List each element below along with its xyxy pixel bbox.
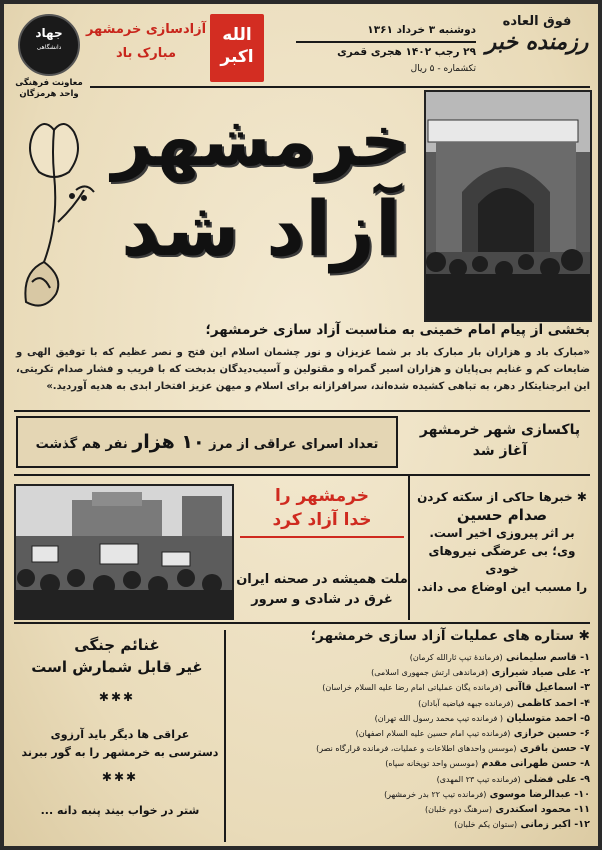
jihad-logo: [18, 14, 80, 76]
section-rule-2: [14, 474, 590, 476]
cleanup-line1: پاکسازی شهر خرمشهر: [419, 422, 581, 438]
cleanup-line2: آغاز شد: [472, 443, 528, 459]
stars-separator: ✱✱✱: [98, 690, 136, 704]
list-item: ۶- حسین خرازی (فرمانده تیپ امام حسین علیه السلام اصفهان): [355, 728, 590, 740]
liberation-slogan: [84, 18, 208, 66]
news-line5: را مسبب این اوضاع می داند.: [416, 580, 588, 594]
celebration-crowd-photo: [14, 484, 234, 620]
special-edition-label: فوق العاده: [502, 14, 572, 29]
logo-text: جهاد: [35, 26, 63, 40]
bottom-column-divider: [224, 630, 226, 842]
commanders-title: ✱ ستاره های عملیات آزاد سازی خرمشهر؛: [310, 628, 590, 644]
allahu-akbar-line2: اکبر: [220, 47, 254, 67]
news-line2: صدام حسین: [456, 506, 548, 524]
saddam-news: [412, 488, 592, 596]
list-item: ۵- احمد متوسلیان ( فرمانده تیپ محمد رسول الله تهران): [374, 712, 590, 724]
slogan-line2: مبارک باد: [116, 46, 176, 61]
allahu-akbar-badge: [210, 14, 264, 82]
spoils-line1: غنائم جنگی: [74, 636, 160, 654]
list-item: ۸- حسن طهرانی مقدم (موسس واحد توپخانه سپاه): [385, 758, 590, 770]
list-item: ۲- علی صیاد شیرازی (فرماندهی ارتش جمهوری اسلامی): [371, 667, 590, 679]
headline-line2: آزاد شد: [121, 184, 401, 273]
masthead: [482, 14, 592, 55]
slogan-line1: آزادسازی خرمشهر: [85, 22, 207, 37]
section-rule: [14, 410, 590, 412]
date-block: [296, 22, 476, 78]
column-divider: [408, 474, 410, 620]
list-item: ۴- احمد کاظمی (فرمانده جبهه فیاضیه آبادان): [418, 697, 590, 709]
prisoners-pre: تعداد اسرای عراقی از مرز: [209, 437, 379, 452]
lower-section-rule: [14, 622, 590, 624]
iraqis-line2: دسترسی به خرمشهر را به گور ببرند: [21, 746, 219, 759]
hijri-date: ۲۹ رجب ۱۴۰۲ هجری قمری: [337, 46, 476, 58]
spoils-headline: [20, 634, 214, 708]
news-line1: ✱ خبرها حاکی از سکته کردن: [417, 490, 587, 504]
mosque-crowd-photo: [424, 90, 592, 322]
stars-separator-2: ✱✱✱: [101, 770, 139, 784]
tulip-icon: [14, 112, 104, 312]
news-line3: بر اثر پیروزی اخیر است.: [429, 526, 575, 540]
prisoners-number: ۱۰ هزار: [132, 431, 205, 453]
newspaper-name: رزمنده خبر: [485, 29, 589, 55]
proverb-text: شتر در خواب بیند پنبه دانه ...: [40, 804, 200, 817]
main-headline: [96, 98, 426, 274]
nation-joy-line1: ملت همیشه در صحنه ایران: [236, 572, 408, 587]
prisoners-post: نفر هم گذشت: [35, 437, 128, 452]
list-item: ۳- اسماعیل قاآنی (فرمانده یگان عملیاتی امام رضا علیه السلام خراسان): [322, 682, 590, 694]
cleanup-headline: [410, 420, 590, 462]
god-freed-line1: خرمشهر را: [275, 486, 369, 506]
issue-price: تکشماره - ۵ ریال: [410, 64, 476, 74]
header-rule: [90, 86, 590, 88]
spoils-line2: غیر قابل شمارش است: [31, 658, 203, 676]
logo-caption-line1: معاونت فرهنگی: [15, 78, 83, 88]
date-divider: [296, 41, 476, 43]
shamsi-date: دوشنبه ۳ خرداد ۱۳۶۱: [367, 24, 476, 36]
list-item: ۱- قاسم سلیمانی (فرماندهٔ تیپ ثارالله کرمان): [409, 652, 590, 663]
list-item: ۱۱- محمود اسکندری (سرهنگ دوم خلبان): [425, 804, 590, 816]
logo-sub: دانشگاهی: [36, 44, 62, 51]
iraqis-line1: عراقی ها دیگر باید آرزوی: [50, 728, 190, 741]
allahu-akbar-line1: الله: [222, 25, 252, 45]
logo-caption: [12, 78, 86, 100]
headline-line1: خرمشهر: [111, 100, 411, 182]
list-item: ۹- علی فضلی (فرمانده تیپ ۲۳ المهدی): [436, 773, 590, 785]
list-item: ۷- حسن باقری (موسس واحدهای اطلاعات و عملیات، فرمانده قرارگاه نصر): [316, 743, 590, 755]
list-item: ۱۰- عبدالرضا موسوی (فرمانده تیپ ۲۲ بدر خرمشهر): [384, 788, 590, 800]
newspaper-page: [4, 4, 598, 846]
iraqis-text: [20, 726, 220, 786]
news-line4: وی؛ بی عرضگی نیروهای خودی: [428, 544, 576, 576]
commanders-list: [234, 650, 590, 832]
nation-joy-line2: غرق در شادی و سرور: [251, 592, 393, 607]
nation-joy-text: [236, 570, 408, 610]
logo-caption-line2: واحد هرمزگان: [19, 89, 79, 99]
prisoners-headline-box: [16, 416, 398, 468]
god-freed-headline: [240, 484, 404, 538]
quote-body: «مبارک باد و هزاران بار مبارک باد بر شما عزیزان و نور چشمان اسلام این فتح و نصر عظیم که با توفیق الهی و ضایعات کم و غنایم بی‌پایان و هزاران اسیر گمراه و مقتولین و آسیب‌دیدگان بدبخت که با فریب و فشار صدام تکریتی، این ابرجنایتکار دهر، به تباهی کشیده شده‌اند، سرافرازانه برای اسلام و میهن عزیز افتخار ابدی به هدیه آوردید.»: [16, 347, 590, 392]
list-item: ۱۲- اکبر زمانی (ستوان یکم خلبان): [454, 819, 590, 831]
quote-title: بخشی از پیام امام خمینی به مناسبت آزاد سازی خرمشهر؛: [205, 322, 590, 338]
god-freed-line2: خدا آزاد کرد: [272, 510, 372, 530]
